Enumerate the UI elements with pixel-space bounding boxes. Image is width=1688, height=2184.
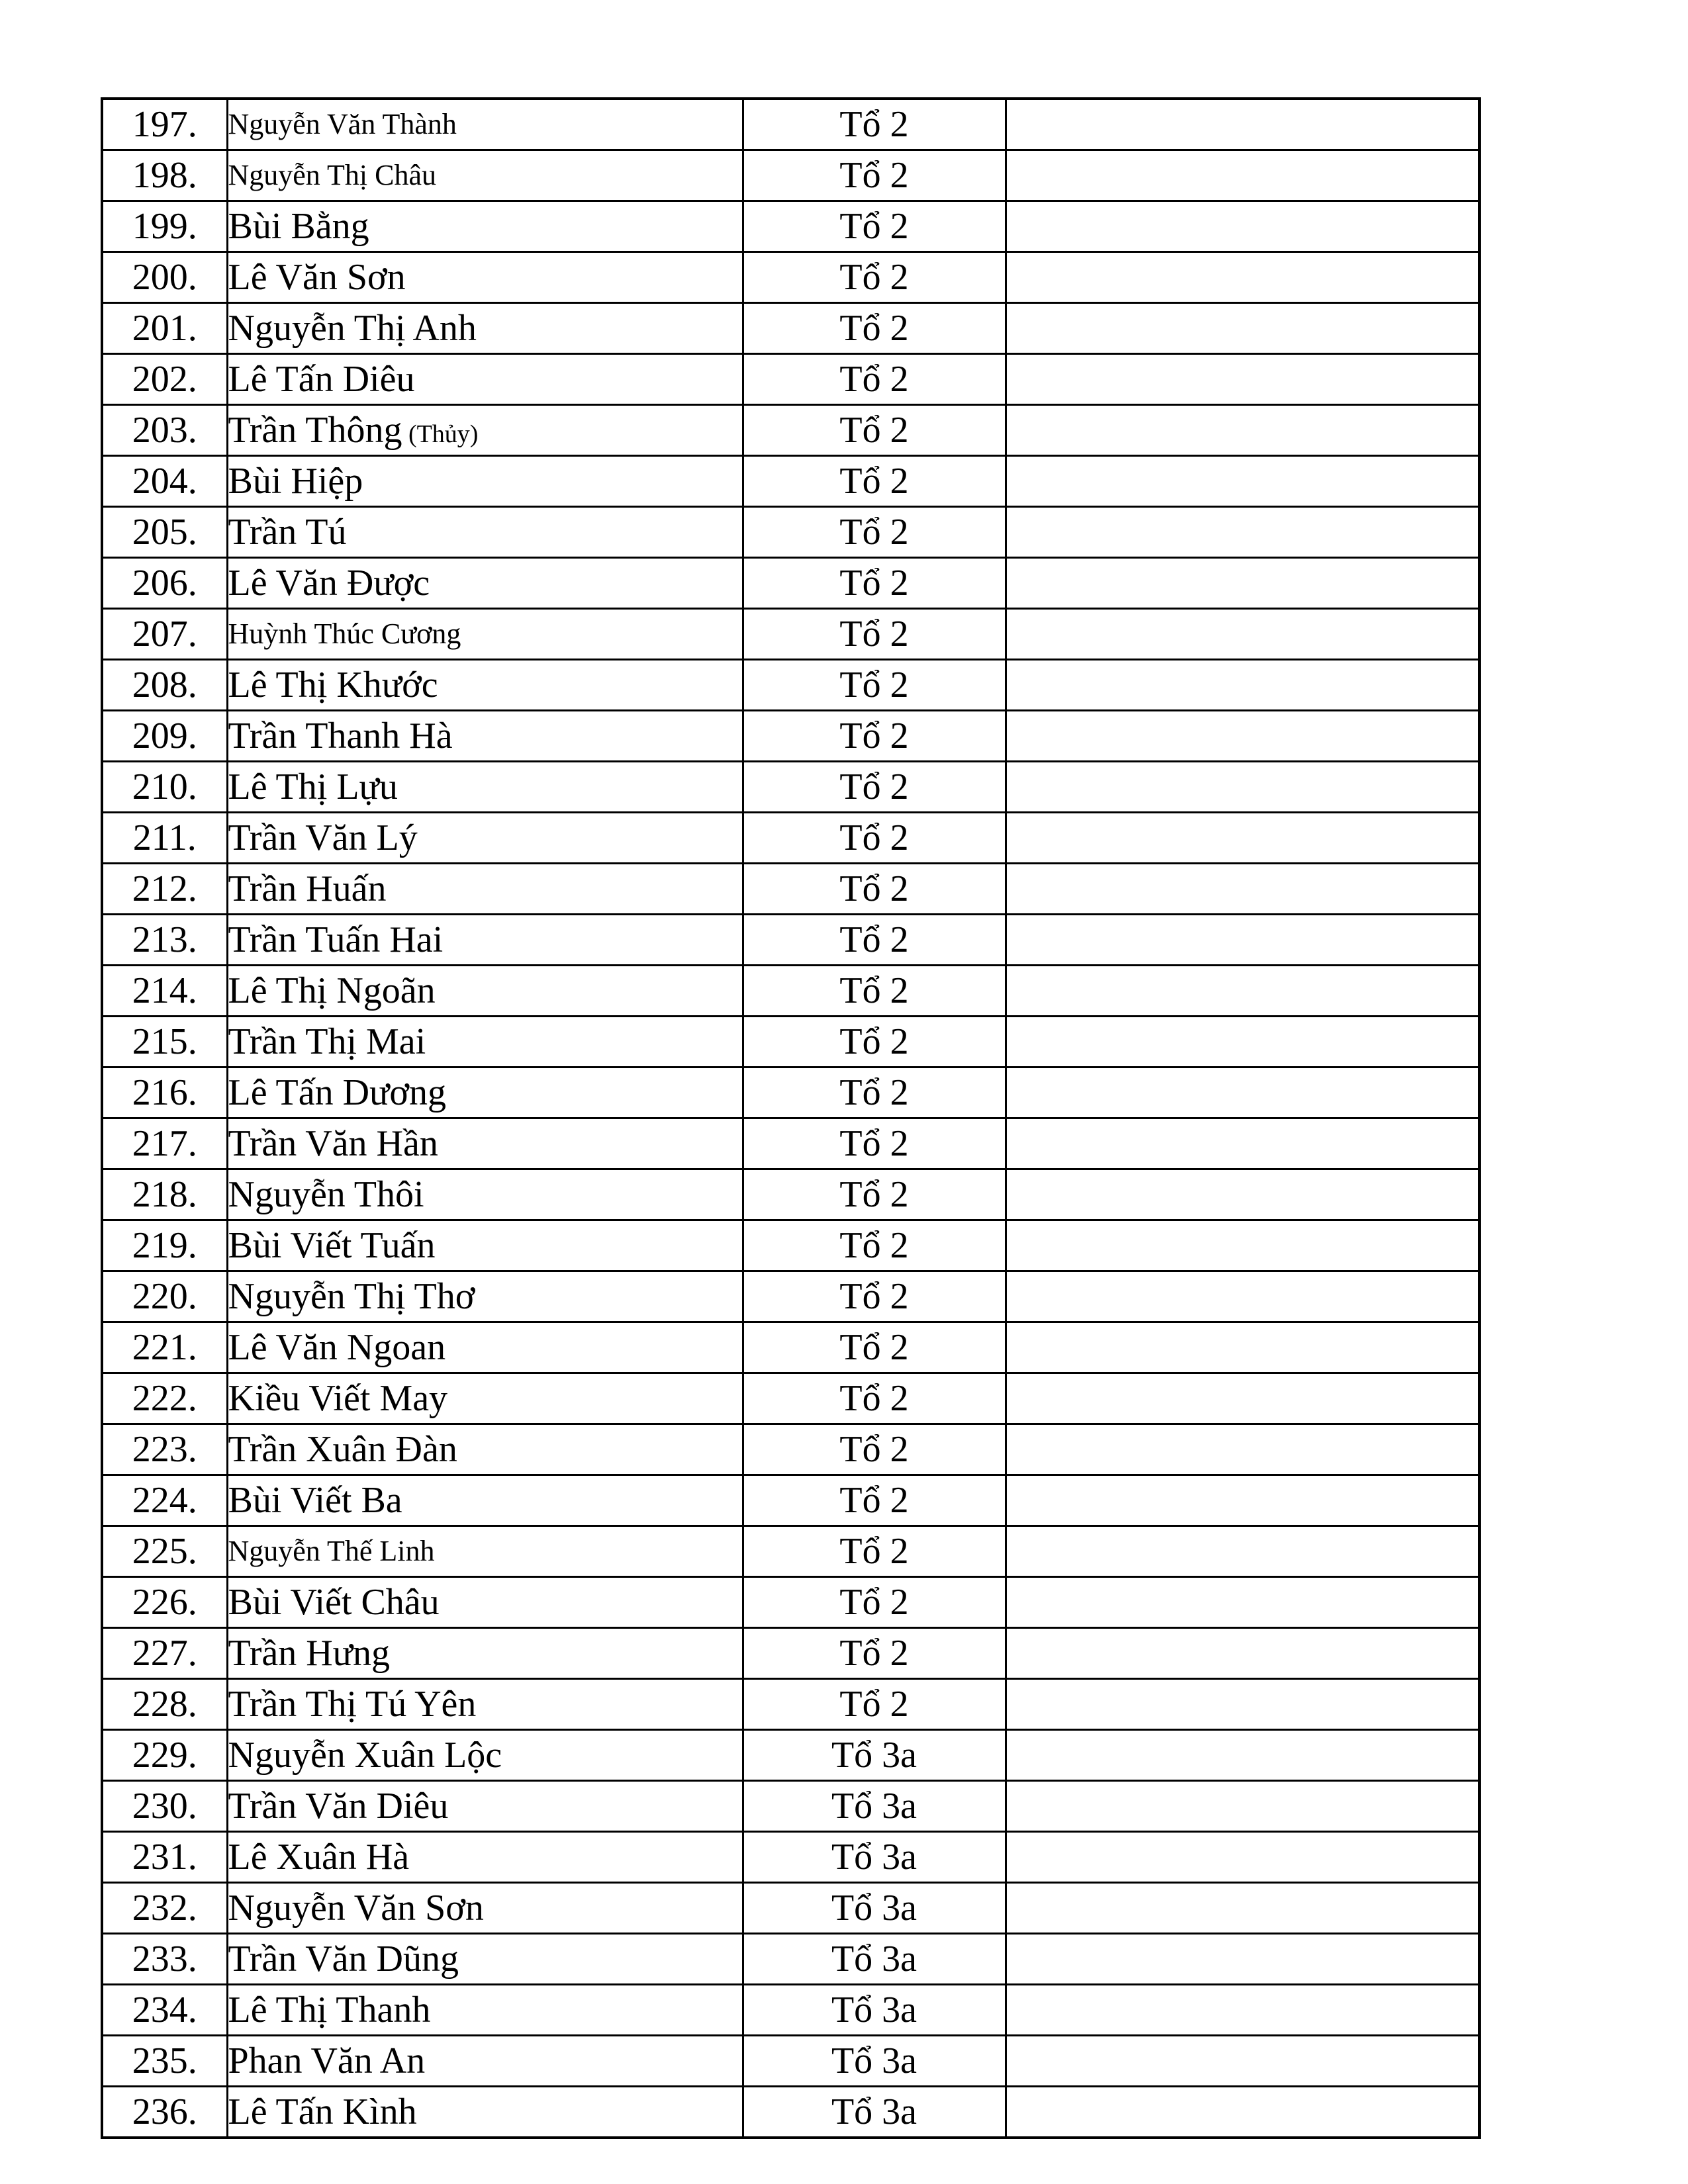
name-cell (227, 150, 743, 201)
table-row (102, 1883, 1479, 1934)
row-number-cell: 224. (102, 1475, 227, 1526)
group-cell: Tổ 3a (743, 1934, 1006, 1985)
table-row (102, 1118, 1479, 1169)
person-name: Phan Văn An (228, 2040, 426, 2081)
row-number-cell: 201. (102, 303, 227, 354)
table-row (102, 303, 1479, 354)
person-name: Trần Văn Lý (228, 817, 418, 858)
table-row (102, 1169, 1479, 1220)
roster-table (101, 97, 1481, 2139)
group-cell: Tổ 2 (743, 1322, 1006, 1373)
notes-cell (1006, 1577, 1479, 1628)
table-row (102, 915, 1479, 966)
name-cell (227, 864, 743, 915)
notes-cell (1006, 1373, 1479, 1424)
notes-cell (1006, 1628, 1479, 1679)
row-number-cell: 197. (102, 99, 227, 150)
table-row (102, 2087, 1479, 2138)
notes-cell (1006, 252, 1479, 303)
person-name: Lê Văn Ngoan (228, 1327, 446, 1368)
table-row (102, 1781, 1479, 1832)
person-name: Lê Tấn Kình (228, 2091, 417, 2132)
name-cell (227, 1679, 743, 1730)
table-row (102, 813, 1479, 864)
person-name: Trần Văn Hần (228, 1123, 438, 1164)
person-name: Lê Văn Được (228, 563, 430, 604)
person-name: Nguyễn Xuân Lộc (228, 1735, 502, 1776)
table-row (102, 1271, 1479, 1322)
name-cell (227, 456, 743, 507)
name-cell (227, 1985, 743, 2036)
person-name: Trần Hưng (228, 1633, 391, 1674)
table-row (102, 1628, 1479, 1679)
group-cell: Tổ 3a (743, 1883, 1006, 1934)
name-cell (227, 966, 743, 1017)
table-row (102, 558, 1479, 609)
row-number-cell: 236. (102, 2087, 227, 2138)
person-name: Lê Văn Sơn (228, 257, 406, 298)
notes-cell (1006, 201, 1479, 252)
group-cell: Tổ 2 (743, 150, 1006, 201)
roster-table-body (102, 99, 1479, 2138)
group-cell: Tổ 2 (743, 1017, 1006, 1068)
notes-cell (1006, 507, 1479, 558)
notes-cell (1006, 405, 1479, 456)
row-number-cell: 200. (102, 252, 227, 303)
notes-cell (1006, 660, 1479, 711)
person-name: Nguyễn Thị Thơ (228, 1276, 475, 1317)
name-cell (227, 1373, 743, 1424)
notes-cell (1006, 150, 1479, 201)
table-row (102, 507, 1479, 558)
row-number-cell: 202. (102, 354, 227, 405)
group-cell: Tổ 3a (743, 1781, 1006, 1832)
group-cell: Tổ 2 (743, 1373, 1006, 1424)
person-name: Trần Tú (228, 512, 347, 553)
person-name: Nguyễn Thị Anh (228, 308, 477, 349)
person-name: Huỳnh Thúc Cương (228, 617, 461, 650)
row-number-cell: 204. (102, 456, 227, 507)
name-cell (227, 99, 743, 150)
name-cell (227, 609, 743, 660)
notes-cell (1006, 1220, 1479, 1271)
name-cell (227, 1832, 743, 1883)
row-number-cell: 198. (102, 150, 227, 201)
group-cell: Tổ 2 (743, 1526, 1006, 1577)
group-cell: Tổ 2 (743, 507, 1006, 558)
notes-cell (1006, 609, 1479, 660)
person-name: Nguyễn Thế Linh (228, 1535, 435, 1567)
person-name: Lê Tấn Diêu (228, 359, 415, 400)
table-row (102, 1322, 1479, 1373)
group-cell: Tổ 2 (743, 1068, 1006, 1118)
group-cell: Tổ 3a (743, 1985, 1006, 2036)
row-number-cell: 220. (102, 1271, 227, 1322)
person-name: Bùi Viết Ba (228, 1480, 402, 1521)
group-cell: Tổ 2 (743, 1577, 1006, 1628)
notes-cell (1006, 2036, 1479, 2087)
row-number-cell: 223. (102, 1424, 227, 1475)
person-name: Trần Huấn (228, 868, 387, 909)
group-cell: Tổ 2 (743, 303, 1006, 354)
group-cell: Tổ 3a (743, 2087, 1006, 2138)
group-cell: Tổ 2 (743, 609, 1006, 660)
name-cell (227, 1526, 743, 1577)
person-name: Nguyễn Văn Thành (228, 108, 457, 140)
row-number-cell: 235. (102, 2036, 227, 2087)
row-number-cell: 229. (102, 1730, 227, 1781)
group-cell: Tổ 2 (743, 201, 1006, 252)
notes-cell (1006, 1118, 1479, 1169)
person-name: Bùi Viết Tuấn (228, 1225, 436, 1266)
row-number-cell: 199. (102, 201, 227, 252)
row-number-cell: 227. (102, 1628, 227, 1679)
name-cell (227, 1577, 743, 1628)
notes-cell (1006, 762, 1479, 813)
table-row (102, 966, 1479, 1017)
table-row (102, 150, 1479, 201)
name-cell (227, 813, 743, 864)
row-number-cell: 210. (102, 762, 227, 813)
table-row (102, 1832, 1479, 1883)
group-cell: Tổ 2 (743, 1271, 1006, 1322)
name-cell (227, 2036, 743, 2087)
name-cell (227, 1017, 743, 1068)
person-name: Bùi Hiệp (228, 461, 363, 502)
name-cell (227, 1322, 743, 1373)
table-row (102, 201, 1479, 252)
name-cell (227, 1628, 743, 1679)
table-row (102, 762, 1479, 813)
row-number-cell: 205. (102, 507, 227, 558)
group-cell: Tổ 2 (743, 456, 1006, 507)
person-name: Trần Xuân Đàn (228, 1429, 457, 1470)
table-row (102, 1424, 1479, 1475)
group-cell: Tổ 2 (743, 1679, 1006, 1730)
name-cell (227, 252, 743, 303)
row-number-cell: 234. (102, 1985, 227, 2036)
table-row (102, 864, 1479, 915)
group-cell: Tổ 2 (743, 813, 1006, 864)
group-cell: Tổ 2 (743, 1475, 1006, 1526)
table-row (102, 354, 1479, 405)
person-name: Lê Thị Lựu (228, 766, 398, 807)
person-name: Trần Thanh Hà (228, 715, 453, 756)
table-row (102, 1985, 1479, 2036)
name-cell (227, 1475, 743, 1526)
notes-cell (1006, 966, 1479, 1017)
notes-cell (1006, 1169, 1479, 1220)
table-row (102, 1526, 1479, 1577)
table-row (102, 1017, 1479, 1068)
group-cell: Tổ 2 (743, 711, 1006, 762)
name-cell (227, 405, 743, 456)
row-number-cell: 212. (102, 864, 227, 915)
name-cell (227, 660, 743, 711)
row-number-cell: 232. (102, 1883, 227, 1934)
table-row (102, 1577, 1479, 1628)
person-name: Bùi Viết Châu (228, 1582, 440, 1623)
notes-cell (1006, 1424, 1479, 1475)
row-number-cell: 230. (102, 1781, 227, 1832)
person-name: Lê Thị Khước (228, 664, 438, 705)
table-row (102, 660, 1479, 711)
row-number-cell: 225. (102, 1526, 227, 1577)
notes-cell (1006, 1017, 1479, 1068)
name-cell (227, 507, 743, 558)
row-number-cell: 222. (102, 1373, 227, 1424)
notes-cell (1006, 915, 1479, 966)
table-row (102, 1475, 1479, 1526)
table-row (102, 252, 1479, 303)
notes-cell (1006, 1730, 1479, 1781)
table-row (102, 2036, 1479, 2087)
table-row (102, 1373, 1479, 1424)
notes-cell (1006, 1934, 1479, 1985)
row-number-cell: 217. (102, 1118, 227, 1169)
notes-cell (1006, 303, 1479, 354)
name-cell (227, 915, 743, 966)
name-cell (227, 1271, 743, 1322)
person-name-suffix: (Thủy) (402, 420, 479, 448)
name-cell (227, 1169, 743, 1220)
notes-cell (1006, 711, 1479, 762)
row-number-cell: 213. (102, 915, 227, 966)
table-row (102, 609, 1479, 660)
group-cell: Tổ 2 (743, 252, 1006, 303)
table-row (102, 711, 1479, 762)
name-cell (227, 1934, 743, 1985)
name-cell (227, 201, 743, 252)
group-cell: Tổ 2 (743, 405, 1006, 456)
group-cell: Tổ 2 (743, 1220, 1006, 1271)
table-row (102, 1220, 1479, 1271)
name-cell (227, 1730, 743, 1781)
name-cell (227, 2087, 743, 2138)
row-number-cell: 206. (102, 558, 227, 609)
table-row (102, 1068, 1479, 1118)
group-cell: Tổ 3a (743, 1730, 1006, 1781)
row-number-cell: 221. (102, 1322, 227, 1373)
name-cell (227, 1068, 743, 1118)
notes-cell (1006, 1883, 1479, 1934)
row-number-cell: 216. (102, 1068, 227, 1118)
name-cell (227, 711, 743, 762)
person-name: Trần Thị Tú Yên (228, 1684, 477, 1725)
row-number-cell: 219. (102, 1220, 227, 1271)
row-number-cell: 233. (102, 1934, 227, 1985)
person-name: Trần Văn Dũng (228, 1938, 459, 1979)
row-number-cell: 207. (102, 609, 227, 660)
name-cell (227, 303, 743, 354)
row-number-cell: 209. (102, 711, 227, 762)
notes-cell (1006, 2087, 1479, 2138)
notes-cell (1006, 99, 1479, 150)
person-name: Lê Thị Thanh (228, 1989, 431, 2030)
notes-cell (1006, 1526, 1479, 1577)
notes-cell (1006, 1832, 1479, 1883)
group-cell: Tổ 2 (743, 1118, 1006, 1169)
notes-cell (1006, 1985, 1479, 2036)
group-cell: Tổ 2 (743, 354, 1006, 405)
notes-cell (1006, 1322, 1479, 1373)
person-name: Lê Thị Ngoãn (228, 970, 436, 1011)
notes-cell (1006, 1271, 1479, 1322)
person-name: Lê Tấn Dương (228, 1072, 447, 1113)
row-number-cell: 211. (102, 813, 227, 864)
group-cell: Tổ 2 (743, 558, 1006, 609)
notes-cell (1006, 1475, 1479, 1526)
row-number-cell: 228. (102, 1679, 227, 1730)
group-cell: Tổ 2 (743, 1169, 1006, 1220)
table-row (102, 456, 1479, 507)
group-cell: Tổ 2 (743, 864, 1006, 915)
person-name: Bùi Bằng (228, 206, 369, 247)
group-cell: Tổ 2 (743, 660, 1006, 711)
notes-cell (1006, 813, 1479, 864)
person-name: Trần Thông (228, 410, 402, 451)
row-number-cell: 203. (102, 405, 227, 456)
notes-cell (1006, 1781, 1479, 1832)
row-number-cell: 226. (102, 1577, 227, 1628)
name-cell (227, 354, 743, 405)
name-cell (227, 1424, 743, 1475)
name-cell (227, 1781, 743, 1832)
person-name: Trần Tuấn Hai (228, 919, 444, 960)
table-row (102, 99, 1479, 150)
name-cell (227, 1118, 743, 1169)
person-name: Kiều Viết May (228, 1378, 448, 1419)
group-cell: Tổ 3a (743, 2036, 1006, 2087)
table-row (102, 1679, 1479, 1730)
person-name: Nguyễn Thôi (228, 1174, 424, 1215)
table-row (102, 1934, 1479, 1985)
name-cell (227, 762, 743, 813)
group-cell: Tổ 2 (743, 966, 1006, 1017)
person-name: Nguyễn Văn Sơn (228, 1888, 484, 1929)
name-cell (227, 1883, 743, 1934)
row-number-cell: 231. (102, 1832, 227, 1883)
row-number-cell: 215. (102, 1017, 227, 1068)
row-number-cell: 208. (102, 660, 227, 711)
notes-cell (1006, 456, 1479, 507)
notes-cell (1006, 354, 1479, 405)
group-cell: Tổ 3a (743, 1832, 1006, 1883)
row-number-cell: 214. (102, 966, 227, 1017)
group-cell: Tổ 2 (743, 915, 1006, 966)
person-name: Trần Thị Mai (228, 1021, 426, 1062)
notes-cell (1006, 1679, 1479, 1730)
group-cell: Tổ 2 (743, 1628, 1006, 1679)
group-cell: Tổ 2 (743, 99, 1006, 150)
person-name: Trần Văn Diêu (228, 1786, 449, 1827)
table-row (102, 1730, 1479, 1781)
person-name: Lê Xuân Hà (228, 1837, 410, 1878)
notes-cell (1006, 1068, 1479, 1118)
name-cell (227, 1220, 743, 1271)
notes-cell (1006, 558, 1479, 609)
name-cell (227, 558, 743, 609)
notes-cell (1006, 864, 1479, 915)
row-number-cell: 218. (102, 1169, 227, 1220)
table-row (102, 405, 1479, 456)
person-name: Nguyễn Thị Châu (228, 159, 436, 191)
group-cell: Tổ 2 (743, 1424, 1006, 1475)
group-cell: Tổ 2 (743, 762, 1006, 813)
